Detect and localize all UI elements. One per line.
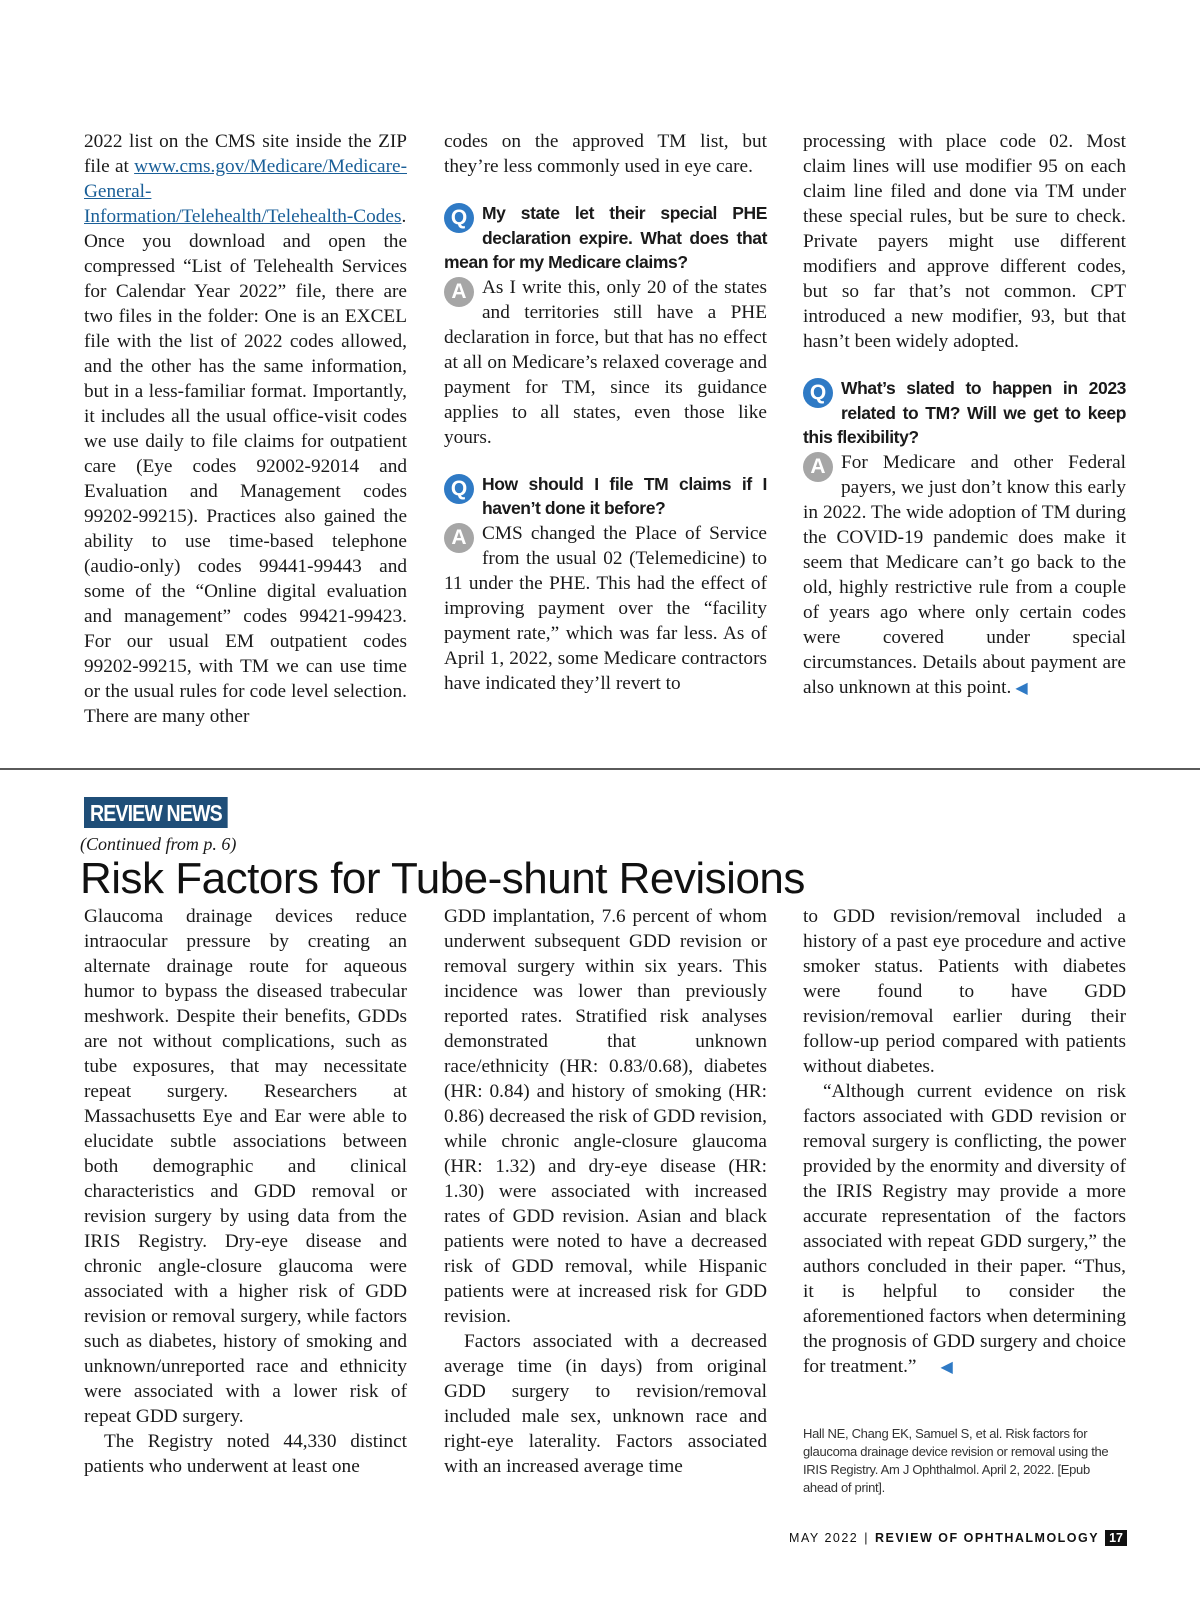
news-col2-paragraph-2: Factors associated with a decreased average time (in days) from original GDD surgery to revision/removal included male sex, unknown race and right-eye laterality. Factors associated with an increased average time [444, 1331, 767, 1477]
news-col3-paragraph-1: to GDD revision/removal included a history of a past eye procedure and active smoker status. Patients with diabetes were found to have GDD revision/removal earlier during their follow-up period compared with patients without diabetes. [803, 906, 1126, 1077]
news-column-2 [444, 904, 767, 1479]
top-col2-intro: codes on the approved TM list, but they’re less commonly used in eye care. [444, 131, 767, 177]
footer-magazine: REVIEW OF OPHTHALMOLOGY [875, 1531, 1100, 1545]
news-col3-paragraph-2 [803, 1079, 1126, 1380]
qa-block-phe [444, 201, 767, 450]
top-col1-post-link: . Once you download and open the compressed “List of Telehealth Services for Calendar Year 2022” file, there are two files in the folder: One is an EXCEL file with the list of 2022 codes allowed, and the other has the same information, but in a less-familiar format. Importantly, it includes all the usual office-visit codes we use daily to file claims for outpatient care (Eye codes 92002-92014 and Evaluation and Management codes 99202-99215). Practices also gained the ability to use time-based telephone (audio-only) codes 99441-99443 and some of the “Online digital evaluation and management” codes 99421-99423. For our usual EM outpatient codes 99202-99215, with TM we can use time or the usual rules for code level selection. There are many other [84, 206, 407, 727]
news-col3-paragraph-2-text: “Although current evidence on risk factors associated with GDD revision or removal surgery is conflicting, the power provided by the enormity and diversity of the IRIS Registry may provide a more accurate representation of the factors associated with repeat GDD surgery,” the authors concluded in their paper. “Thus, it is helpful to consider the aforementioned factors when determining the prognosis of GDD surgery and choice for treatment.” [803, 1081, 1126, 1377]
news-col1-paragraph-1: Glaucoma drainage devices reduce intraocular pressure by creating an alternate drainage route for aqueous humor to bypass the diseased trabecular meshwork. Despite their benefits, GDDs are not without complications, such as tube exposures, that may necessitate repeat surgery. Researchers at Massachusetts Eye and Ear were able to elucidate subtle associations between both demographic and clinical characteristics and GDD removal or revision surgery by using data from the IRIS Registry. Dry-eye disease and chronic angle-closure glaucoma were associated with a higher risk of GDD revision or removal surgery, while factors such as diabetes, history of smoking and unknown/unreported race and ethnicity were associated with a lower risk of repeat GDD surgery. [84, 906, 407, 1427]
qa-block-2023 [803, 376, 1126, 701]
question-q-icon: Q [444, 203, 474, 233]
page-footer [789, 1530, 1127, 1546]
answer-a-icon: A [803, 452, 833, 482]
answer-2023-flexibility [803, 450, 1126, 701]
cms-telehealth-link[interactable]: www.cms.gov/Medicare/Medicare-General-Information/Telehealth/Telehealth-Codes [84, 156, 407, 227]
citation: Hall NE, Chang EK, Samuel S, et al. Risk factors for glaucoma drainage device revision or removal using the IRIS Registry. Am J Ophthalmol. April 2, 2022. [Epub ahead of print]. [803, 1426, 1109, 1495]
article-headline: Risk Factors for Tube-shunt Revisions [80, 854, 805, 903]
end-of-article-icon: ◀ [1015, 679, 1028, 697]
news-col1-paragraph-2: The Registry noted 44,330 distinct patients who underwent at least one [84, 1431, 407, 1477]
review-news-tag: REVIEW NEWS [84, 797, 228, 828]
top-column-3 [803, 129, 1126, 701]
question-phe-expire: My state let their special PHE declaration expire. What does that mean for my Medicare claims? [444, 203, 767, 272]
qa-block-file-tm [444, 472, 767, 696]
end-of-article-icon: ◀ [940, 1359, 953, 1376]
top-column-1 [84, 129, 407, 729]
news-column-1 [84, 904, 407, 1479]
question-q-icon: Q [803, 378, 833, 408]
answer-a-icon: A [444, 277, 474, 307]
section-divider [0, 768, 1200, 770]
question-q-icon: Q [444, 474, 474, 504]
top-col1-pre-link: 2022 list on the CMS site inside the ZIP file at [84, 131, 407, 177]
top-col1-paragraph [84, 129, 407, 729]
answer-phe-expire: As I write this, only 20 of the states and territories still have a PHE declaration in force, but that has no effect at all on Medicare’s relaxed coverage and payment for TM, since its guidance applies to all states, even those like yours. [444, 276, 767, 448]
news-column-3 [803, 904, 1126, 1380]
top-col3-intro: processing with place code 02. Most claim lines will use modifier 95 on each claim line filed and done via TM under these special rules, but be sure to check. Private payers might use different modifiers and approve different codes, but so far that’s not common. CPT introduced a new modifier, 93, but that hasn’t been widely adopted. [803, 131, 1126, 352]
continued-from-note: (Continued from p. 6) [80, 834, 237, 854]
answer-a-icon: A [444, 523, 474, 553]
answer-file-tm-claims: CMS changed the Place of Service from the usual 02 (Telemedicine) to 11 under the PHE. This had the effect of improving payment over the “facility payment rate,” which was far less. As of April 1, 2022, some Medicare contractors have indicated they’ll revert to [444, 522, 767, 694]
page-number: 17 [1105, 1530, 1127, 1546]
news-col2-paragraph-1: GDD implantation, 7.6 percent of whom underwent subsequent GDD revision or removal surgery within six years. This incidence was lower than previously reported rates. Stratified risk analyses demonstrated that unknown race/ethnicity (HR: 0.83/0.68), diabetes (HR: 0.84) and history of smoking (HR: 0.86) decreased the risk of GDD revision, while chronic angle-closure glaucoma (HR: 1.32) and dry-eye disease (HR: 1.30) were associated with increased rates of GDD revision. Asian and black patients were noted to have a decreased risk of GDD removal, while Hispanic patients were at increased risk for GDD revision. [444, 906, 767, 1327]
question-file-tm-claims: How should I file TM claims if I haven’t done it before? [482, 473, 767, 518]
question-2023-flexibility: What’s slated to happen in 2023 related to TM? Will we get to keep this flexibility? [803, 378, 1126, 447]
footer-issue: MAY 2022 [789, 1531, 859, 1545]
answer-2023-text: For Medicare and other Federal payers, we just don’t know this early in 2022. The wide adoption of TM during the COVID-19 pandemic does make it seem that Medicare can’t go back to the old, highly restrictive rule from a couple of years ago where only certain codes were covered under special circumstances. Details about payment are also unknown at this point. [803, 451, 1126, 698]
footer-separator: | [864, 1531, 869, 1545]
top-column-2 [444, 129, 767, 696]
